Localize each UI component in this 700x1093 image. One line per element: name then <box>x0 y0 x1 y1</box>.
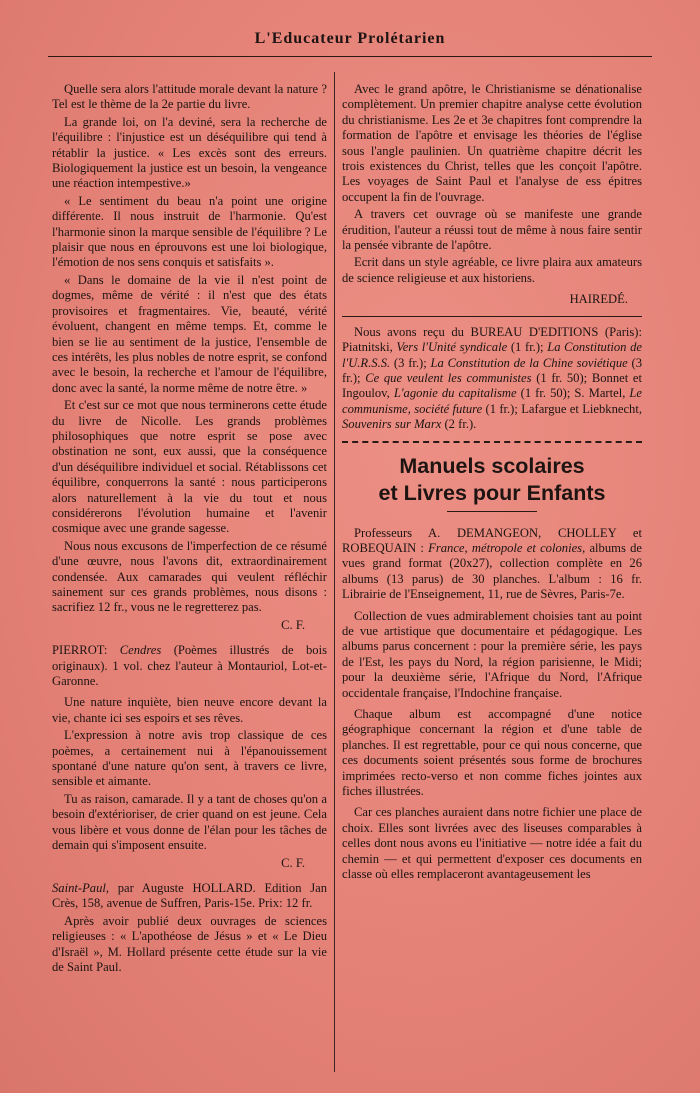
column-divider <box>334 72 335 1072</box>
paragraph: Avec le grand apôtre, le Christianisme se dénationalise complètement. Un premier chapitre analyse cette évolution du christianisme. Les 2e et 3e chapitres font comprendre la formation de l'apôtre et envisage les théories de l'église sous l'angle paulinien. Un quatrième chapitre décrit les trois existences du Christ, telles que les conçoit l'apôtre. Les voyages de Saint Paul et l'analyse de ess épitres occupent la fin de l'ouvrage. <box>342 82 642 204</box>
paragraph: Et c'est sur ce mot que nous terminerons cette étude du livre de Nicolle. Les grands problèmes philosophiques que notre esprit se pose avec obstination ne sont, eux aussi, que la conséquence d'un déséquilibre individuel et social. Rétablissons cet équilibre, conquerrons la santé : nous participerons alors naturellement à la vie du tout et nous considérerons l'évolution humaine et l'avenir cosmique avec une grande sagesse. <box>52 398 327 536</box>
title-rule <box>447 511 537 512</box>
header-rule <box>48 56 652 57</box>
dashed-separator <box>342 441 642 443</box>
publications-received: Nous avons reçu du BUREAU D'EDITIONS (Paris): Piatnitski, Vers l'Unité syndicale (1 fr.); La Constitution de l'U.R.S.S. (3 fr.); La Constitution de la Chine soviétique (3 fr.); Ce que veulent les communistes (1 fr. 50); Bonnet et Ingoulov, L'agonie du capitalisme (1 fr. 50); S. Martel, Le communisme, société future (1 fr.); Lafargue et Liebknecht, Souvenirs sur Marx (2 fr.). <box>342 324 643 432</box>
paragraph: Une nature inquiète, bien neuve encore devant la vie, chante ici ses espoirs et ses rêves. <box>52 695 327 725</box>
right-column <box>342 82 642 884</box>
paragraph: Après avoir publié deux ouvrages de sciences religieuses : « L'apothéose de Jésus » et « Le Dieu d'Israël », M. Hollard présente cette étude sur la vie de Saint Paul. <box>52 913 327 974</box>
signature: HAIREDÉ. <box>569 292 628 307</box>
book-title: Saint-Paul <box>52 880 106 895</box>
paragraph: La grande loi, on l'a deviné, sera la recherche de l'équilibre : l'injustice est un déséquilibre qui tend à rétablir la justice. « Les excès sont des erreurs. Biologiquement la justice est un besoin, la vengeance une réaction intempestive.» <box>52 114 327 191</box>
paragraph: L'expression à notre avis trop classique de ces poèmes, a certainement nui à l'épanouissement spontané d'une nature qu'on sent, à travers ce livre, sensible et aimante. <box>52 728 327 789</box>
review-heading-pierrot: PIERROT: Cendres (Poèmes illustrés de bois originaux). 1 vol. chez l'auteur à Montauriol, Lot-et-Garonne. <box>52 643 328 689</box>
section-title: Manuels scolaires et Livres pour Enfants <box>378 453 606 505</box>
paragraph: Ecrit dans un style agréable, ce livre plaira aux amateurs de science religieuse et aux historiens. <box>342 255 642 285</box>
left-column <box>52 82 327 977</box>
paragraph: Collection de vues admirablement choisies tant au point de vue artistique que documentaire et pédagogique. Les albums parus concernent : pour la première série, les pays de l'Est, les pays du Nord, la région parisienne, le Midi; pour la deuxième série, l'Afrique du Nord, l'Afrique occidentale française, l'Indochine française. <box>342 608 642 700</box>
author-name: PIERROT <box>52 643 104 658</box>
running-head: L'Educateur Prolétarien <box>254 30 446 47</box>
paragraph: Car ces planches auraient dans notre fichier une place de choix. Elles sont livrées avec des liseuses comparables à celles dont nous avons eu l'initiative — notre idée a fait du chemin — et qui permettent d'exposer ces documents en classe où elles remplaceront avantageusement les <box>342 805 642 882</box>
signature: C. F. <box>281 855 305 870</box>
book-title: Cendres <box>119 643 162 658</box>
paragraph: Chaque album est accompagné d'une notice géographique concernant la région et d'une table de planches. Il est regrettable, pour ce qui nous concerne, que ces documents soient présentés sous forme de brochures imprimées recto-verso et non comme fiches jointes aux fiches illustrées. <box>342 707 642 799</box>
paragraph: « Le sentiment du beau n'a point une origine différente. Il nous instruit de l'harmonie. Qu'est l'harmonie sinon la marque sensible de l'équilibre ? Le plaisir que nous en éprouvons est une loi biologique, l'émotion de nos sens conquis et satisfaits ». <box>52 193 327 270</box>
paragraph: A travers cet ouvrage où se manifeste une grande érudition, l'auteur a réussi tout de même à nous faire sentir la pensée vibrante de l'apôtre. <box>342 207 642 253</box>
review-heading-manuels: Professeurs A. DEMANGEON, CHOLLEY et ROBEQUAIN : France, métropole et colonies, albums de vues grand format (20x27), collection complète en 26 albums (13 parus) de 30 planches. L'album : 16 fr. Librairie de l'Enseignement, 11, rue de Sèvres, Paris-7e. <box>342 525 642 602</box>
paragraph: « Dans le domaine de la vie il n'est point de dogmes, même de vérité : il n'est que des états provisoires et fragmentaires. Vie, beauté, vérité évoluent, changent en même temps. Et, comme le bien se lie au sentiment de la justice, l'ensemble de ces intérêts, les plus nobles de notre esprit, se confond avec le besoin, la recherche et l'amour de l'équilibre, donc avec la santé, la norme même de notre être. » <box>52 272 327 395</box>
separator-rule <box>342 316 642 317</box>
signature: C. F. <box>281 617 305 632</box>
review-heading-saint-paul: Saint-Paul, par Auguste HOLLARD. Edition Jan Crès, 158, avenue de Suffren, Paris-15e. Prix: 12 fr. <box>52 880 327 911</box>
paragraph: Nous nous excusons de l'imperfection de ce résumé d'une œuvre, nous l'avons dit, extraordinairement condensée. Aux camarades qui veulent réfléchir sainement sur ces grands problèmes, nous disons : sacrifiez 12 fr., vous ne le regretterez pas. <box>52 538 327 615</box>
paragraph: Tu as raison, camarade. Il y a tant de choses qu'on a besoin d'extérioriser, de crier quand on est jeune. Cela vous libère et vous donne de l'élan pour les tâches de demain qui s'imposent ensuite. <box>52 791 327 853</box>
paragraph: Quelle sera alors l'attitude morale devant la nature ? Tel est le thème de la 2e partie du livre. <box>52 82 327 112</box>
